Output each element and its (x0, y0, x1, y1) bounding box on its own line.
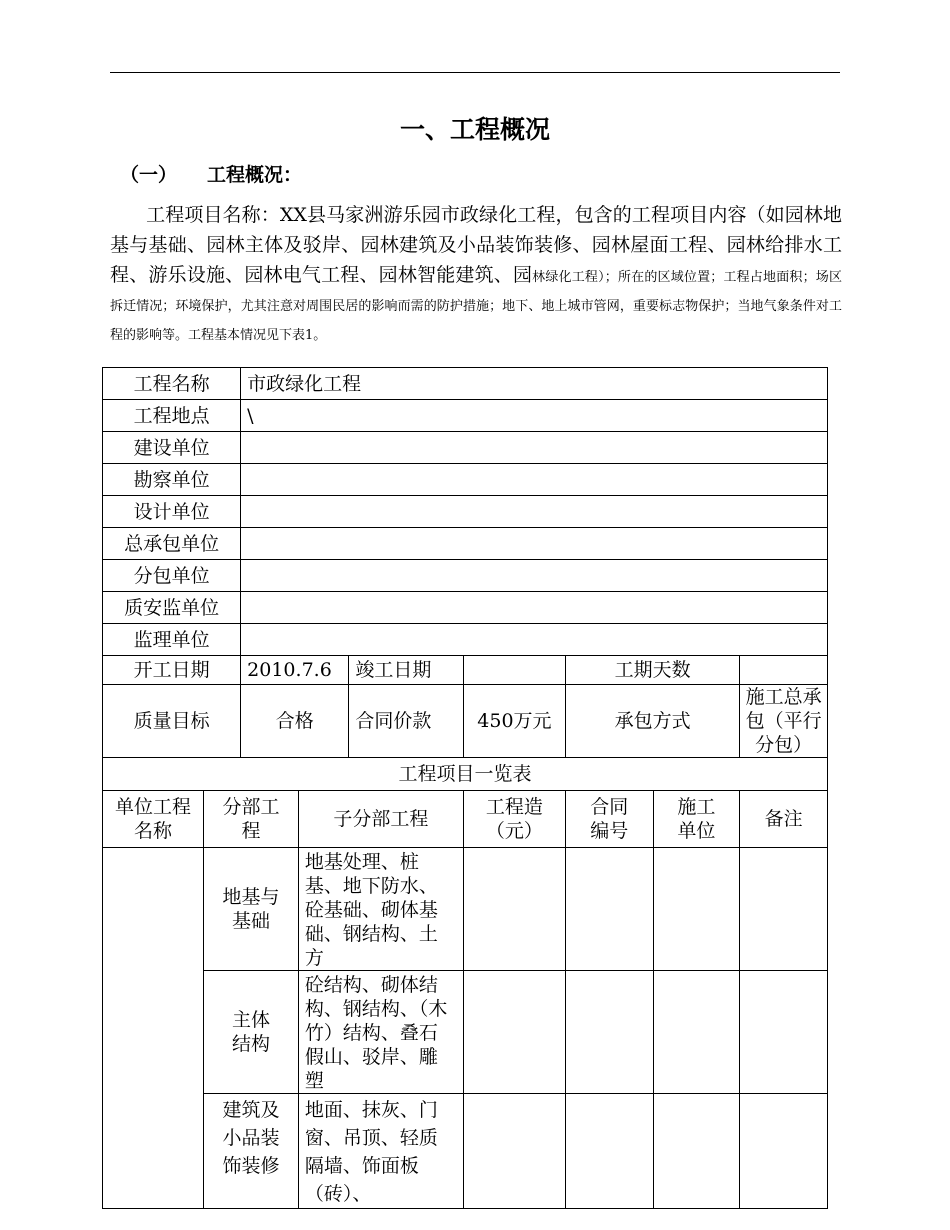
construction-unit-cell (653, 1094, 740, 1209)
info-value (241, 624, 828, 656)
contract-price-value: 450万元 (463, 685, 565, 758)
subdivision-cell: 地基处理、桩基、地下防水、砼基础、砌体基础、钢结构、土方 (298, 848, 463, 971)
info-value (241, 432, 828, 464)
info-row-owner (103, 432, 828, 464)
header-contract-no: 合同编号 (565, 791, 653, 848)
quality-label: 质量目标 (103, 685, 241, 758)
division-cell: 主体结构 (204, 971, 299, 1094)
contract-no-cell (565, 848, 653, 971)
cost-cell (463, 1094, 565, 1209)
info-row-quality (103, 685, 828, 758)
list-title: 工程项目一览表 (103, 758, 828, 791)
info-label: 工程地点 (103, 400, 241, 432)
info-value (241, 528, 828, 560)
list-header-row (103, 791, 828, 848)
contract-no-cell (565, 1094, 653, 1209)
cost-cell (463, 971, 565, 1094)
info-row-design (103, 496, 828, 528)
remarks-cell (740, 848, 828, 971)
section-number: （一） (120, 164, 178, 186)
info-row-survey (103, 464, 828, 496)
contract-price-label: 合同价款 (349, 685, 463, 758)
remarks-cell (740, 971, 828, 1094)
header-construction-unit: 施工单位 (653, 791, 740, 848)
start-date-value: 2010.7.6 (241, 656, 349, 685)
info-label: 勘察单位 (103, 464, 241, 496)
header-subdivision: 子分部工程 (298, 791, 463, 848)
info-label: 分包单位 (103, 560, 241, 592)
info-value (241, 560, 828, 592)
unit-project-cell (103, 848, 204, 1209)
contract-mode-value: 施工总承包（平行分包） (740, 685, 828, 758)
cost-cell (463, 848, 565, 971)
info-row-location (103, 400, 828, 432)
header-unit-project: 单位工程名称 (103, 791, 204, 848)
header-remarks: 备注 (740, 791, 828, 848)
division-cell: 建筑及小品装饰装修 (204, 1094, 299, 1209)
duration-label: 工期天数 (565, 656, 739, 685)
page-title: 一、工程概况 (399, 115, 550, 144)
construction-unit-cell (653, 848, 740, 971)
project-info-table (102, 367, 828, 1209)
intro-paragraph (110, 200, 842, 350)
contract-mode-label: 承包方式 (565, 685, 739, 758)
start-date-label: 开工日期 (103, 656, 241, 685)
info-value (241, 496, 828, 528)
intro-large-text: 工程项目名称：XX县马家洲游乐园市政绿化工程，包含的工程项目内容（如园林地基与基础、园林主体及驳岸、园林建筑及小品装饰装修、园林屋面工程、园林给排水工程、游乐设施、园林电气工程、园林智能建筑、园 (110, 204, 842, 286)
quality-value: 合格 (241, 685, 349, 758)
info-value: \ (241, 400, 828, 432)
intro-small-text: 林绿化工程）；所在的区域位置；工程占地面积；场区拆迁情况；环境保护，尤其注意对周围民居的影响而需的防护措施；地下、地上城市管网，重要标志物保护；当地气象条件对工程的影响等。工程基本情况见下表1。 (110, 270, 842, 343)
info-value: 市政绿化工程 (241, 368, 828, 400)
duration-value (740, 656, 828, 685)
header-cost: 工程造（元） (463, 791, 565, 848)
end-date-value (463, 656, 565, 685)
header-division: 分部工程 (204, 791, 299, 848)
info-value (241, 592, 828, 624)
info-label: 工程名称 (103, 368, 241, 400)
list-row (103, 1094, 828, 1209)
list-row (103, 848, 828, 971)
subdivision-cell: 地面、抹灰、门窗、吊顶、轻质隔墙、饰面板（砖）、 (298, 1094, 463, 1209)
info-label: 设计单位 (103, 496, 241, 528)
info-row-subcontractor (103, 560, 828, 592)
section-subheading (120, 160, 302, 187)
info-row-safety-supervision (103, 592, 828, 624)
info-label: 质安监单位 (103, 592, 241, 624)
info-row-dates (103, 656, 828, 685)
remarks-cell (740, 1094, 828, 1209)
info-value (241, 464, 828, 496)
info-row-supervisor (103, 624, 828, 656)
section-label: 工程概况： (207, 164, 303, 186)
contract-no-cell (565, 971, 653, 1094)
division-cell: 地基与基础 (204, 848, 299, 971)
list-row (103, 971, 828, 1094)
info-label: 总承包单位 (103, 528, 241, 560)
construction-unit-cell (653, 971, 740, 1094)
subdivision-cell: 砼结构、砌体结构、钢结构、（木竹）结构、叠石假山、驳岸、雕塑 (298, 971, 463, 1094)
list-title-row (103, 758, 828, 791)
info-label: 建设单位 (103, 432, 241, 464)
header-rule (110, 72, 840, 73)
end-date-label: 竣工日期 (349, 656, 463, 685)
info-row-project-name (103, 368, 828, 400)
info-label: 监理单位 (103, 624, 241, 656)
info-row-general-contractor (103, 528, 828, 560)
